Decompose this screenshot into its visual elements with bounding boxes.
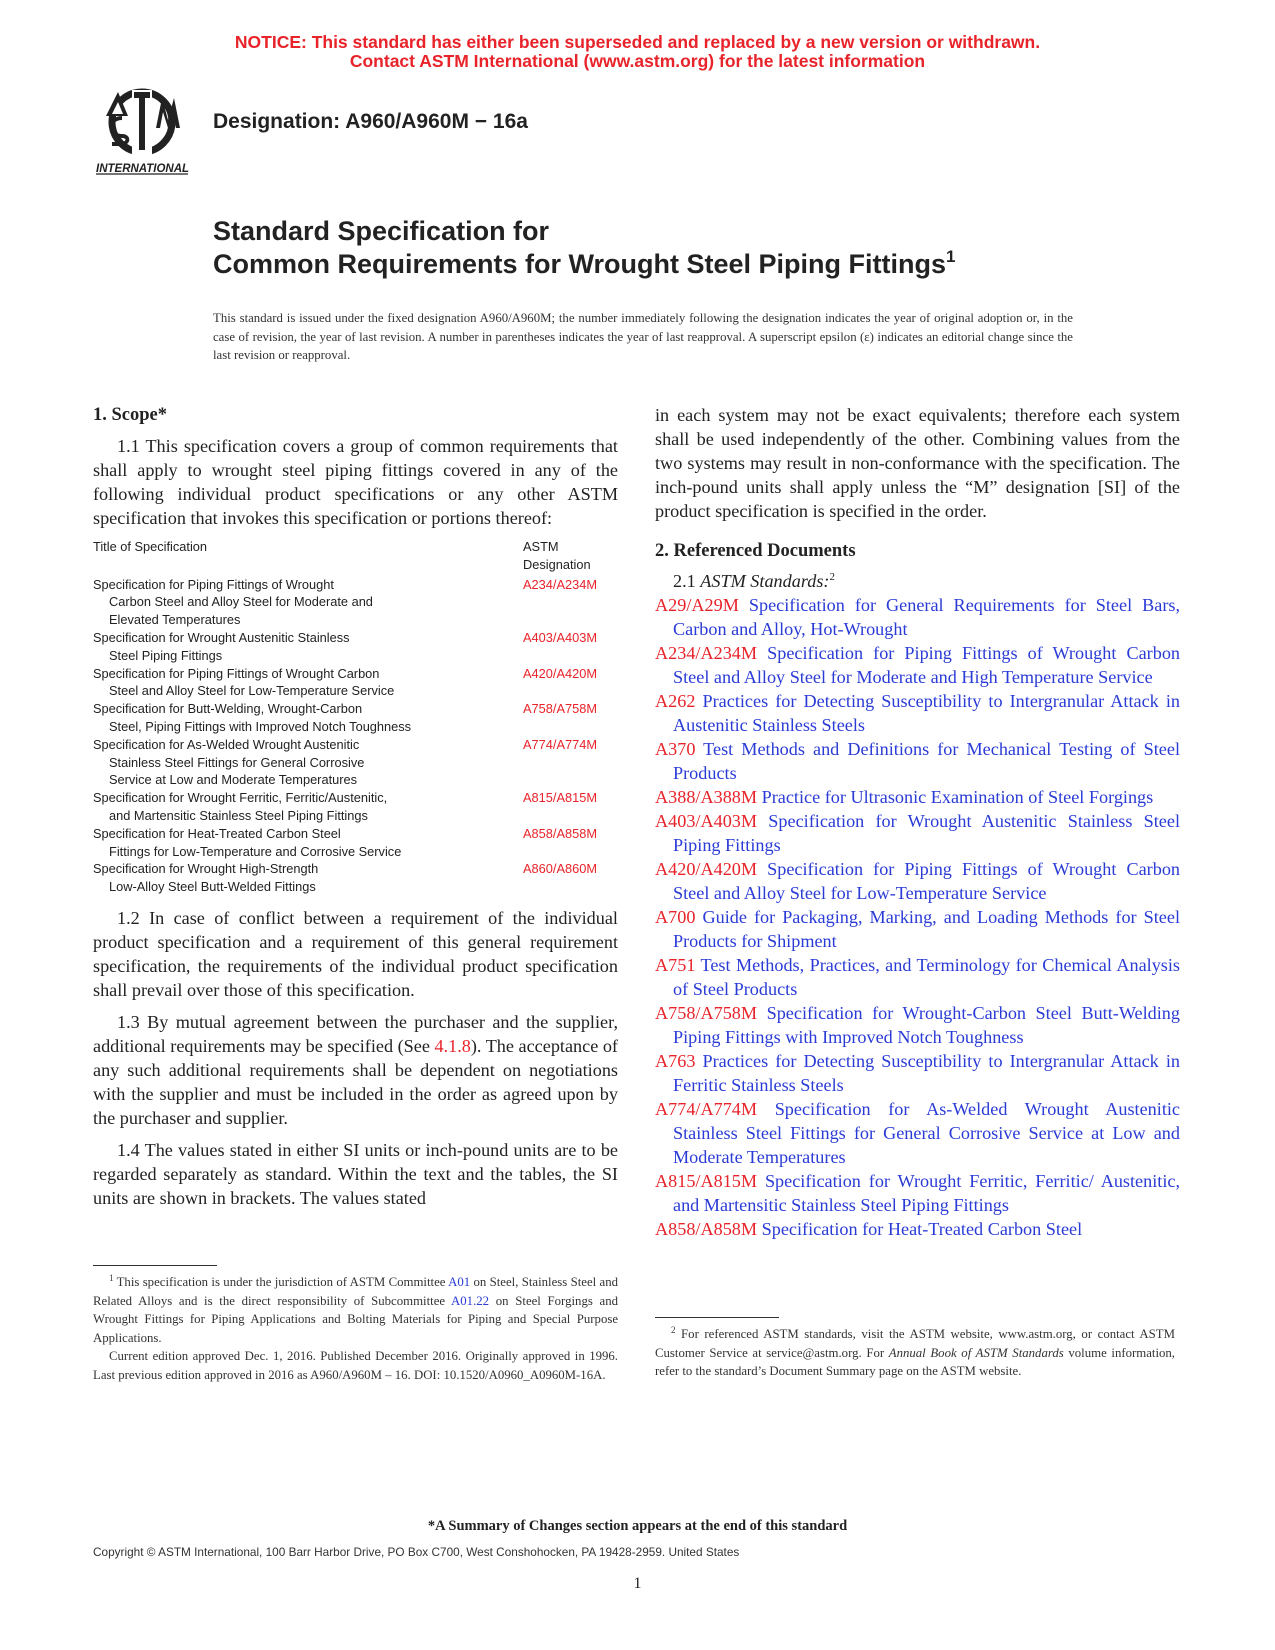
footnote-1: $^1$ This specification is under the jurisdiction of ASTM Committee A01 on Steel, Stainless Steel and Related Alloys and is the direct responsibility of Subcommittee A01.22 on Steel Forgings and Wrought Fittings for Piping Applications and Bolting Materials for Piping and Special Purpose Applications. Current edition approved Dec. 1, 2016. Published December 2016. Originally approved in 1996. Last previous edition approved in 2016 as A960/A960M – 16. DOI: 10.1520/A0960_A0960M-16A. [93, 1273, 618, 1384]
right-column [655, 403, 1180, 1241]
paragraph-1-4: 1.4 The values stated in either SI units or inch-pound units are to be regarded separately as standard. Within the text and the tables, the SI units are shown in brackets. The values stated [93, 1139, 618, 1208]
title-line-1: Standard Specification for [213, 216, 550, 246]
paragraph-1-2: 1.2 In case of conflict between a requirement of the individual product specification and a requirement of this general requirement specification, the requirements of the individual product specification shall prevail over those of this specification. [93, 907, 618, 1000]
reference-title[interactable]: Guide for Packaging, Marking, and Loading Methods for Steel Products for Shipment [673, 907, 1181, 951]
reference-item[interactable] [655, 1217, 1180, 1241]
astm-logo [92, 84, 192, 176]
column-header-title: Title of Specification [93, 539, 208, 554]
document-title [213, 215, 955, 281]
reference-item[interactable] [655, 809, 1180, 857]
footnote-2: $^2$ For referenced ASTM standards, visit the ASTM website, www.astm.org, or contact ASTM Customer Service at service@astm.org. For Annual Book of ASTM Standards volume information, refer to the standard’s Document Summary page on the ASTM website. [655, 1325, 1176, 1378]
table-header [93, 538, 618, 574]
section-link-4-1-8[interactable]: 4.1.8 [434, 1035, 471, 1056]
reference-code[interactable]: A370 [655, 739, 696, 759]
reference-title[interactable]: Test Methods and Definitions for Mechanical Testing of Steel Products [673, 739, 1180, 783]
reference-item[interactable] [655, 785, 1180, 809]
paragraph-1-3: 1.3 By mutual agreement between the purchaser and the supplier, additional requirements may be specified (See 4.1.8). The acceptance of any such additional requirements shall be dependent on negotiations with the supplier and must be included in the order as agreed upon by the purchaser and supplier. [93, 1011, 618, 1128]
section-heading-scope: 1. Scope* [93, 405, 167, 425]
issuance-note: This standard is issued under the fixed designation A960/A960M; the number immediately following the designation indicates the year of original adoption or, in the case of revision, the year of last revision. A number in parentheses indicates the year of last reapproval. A superscript epsilon (ε) indicates an editorial change since the last revision or reapproval. [213, 311, 1073, 362]
designation: Designation: A960/A960M − 16a [213, 110, 528, 133]
table-row [93, 700, 618, 736]
reference-code[interactable]: A815/A815M [655, 1171, 758, 1191]
reference-item[interactable] [655, 641, 1180, 689]
reference-item[interactable] [655, 689, 1180, 737]
superseded-notice [0, 33, 1275, 71]
spec-title-cell: Specification for Heat-Treated Carbon Steel Fittings for Low-Temperature and Corrosive Service [93, 825, 402, 859]
reference-item[interactable] [655, 953, 1180, 1001]
reference-title[interactable]: Specification for Wrought-Carbon Steel Butt-Welding Piping Fittings with Improved Notch Toughness [673, 1003, 1180, 1047]
reference-item[interactable] [655, 1049, 1180, 1097]
table-row [93, 576, 618, 629]
footnote-divider-right [655, 1317, 779, 1318]
spec-designation-link[interactable]: A860/A860M [523, 861, 597, 877]
spec-title-cell: Specification for Wrought Ferritic, Ferritic/Austenitic, and Martensitic Stainless Steel Piping Fittings [93, 790, 388, 823]
reference-title[interactable]: Practices for Detecting Susceptibility to Intergranular Attack in Ferritic Stainless Steels [673, 1051, 1180, 1095]
section-heading-referenced-documents: 2. Referenced Documents [655, 541, 856, 561]
reference-code[interactable]: A758/A758M [655, 1003, 758, 1023]
spec-title-cell: Specification for Wrought High-Strength Low-Alloy Steel Butt-Welded Fittings [93, 861, 319, 895]
reference-code[interactable]: A403/A403M [655, 811, 758, 831]
subsection-astm-standards: 2.1 ASTM Standards:$^2$ [673, 571, 835, 591]
reference-code[interactable]: A700 [655, 907, 696, 927]
spec-designation-link[interactable]: A774/A774M [523, 736, 597, 752]
reference-code[interactable]: A774/A774M [655, 1099, 758, 1119]
spec-designation-link[interactable]: A420/A420M [523, 665, 597, 681]
footnote-divider-left [93, 1265, 217, 1266]
reference-code[interactable]: A763 [655, 1051, 696, 1071]
reference-title[interactable]: Specification for Piping Fittings of Wrought Carbon Steel and Alloy Steel for Moderate and High Temperature Service [673, 643, 1181, 687]
reference-code[interactable]: A751 [655, 955, 696, 975]
reference-title[interactable]: Test Methods, Practices, and Terminology for Chemical Analysis of Steel Products [673, 955, 1180, 999]
committee-link-a01[interactable]: A01 [448, 1275, 471, 1289]
table-row [93, 736, 618, 789]
reference-code[interactable]: A388/A388M [655, 787, 758, 807]
reference-item[interactable] [655, 593, 1180, 641]
notice-line-2: Contact ASTM International (www.astm.org) for the latest information [349, 51, 926, 71]
table-row [93, 629, 618, 665]
reference-item[interactable] [655, 1097, 1180, 1169]
product-spec-table [93, 538, 618, 896]
table-row [93, 860, 618, 896]
spec-title-cell: Specification for As-Welded Wrought Austenitic Stainless Steel Fittings for General Corrosive Service at Low and Moderate Temperatures [93, 736, 365, 788]
spec-designation-link[interactable]: A234/A234M [523, 576, 597, 592]
spec-title-cell: Specification for Piping Fittings of Wrought Carbon Steel and Alloy Steel for Moderate and Elevated Temperatures [93, 576, 373, 628]
reference-title[interactable]: Practice for Ultrasonic Examination of Steel Forgings [761, 787, 1154, 807]
spec-designation-link[interactable]: A403/A403M [523, 629, 597, 645]
paragraph-1-4-continued: in each system may not be exact equivalents; therefore each system shall be used independently of the other. Combining values from the two systems may result in non-conformance with the specification. The inch-pound units shall apply unless the “M” designation [SI] of the product specification is specified in the order. [655, 405, 1180, 521]
reference-code[interactable]: A420/A420M [655, 859, 758, 879]
reference-item[interactable] [655, 1169, 1180, 1217]
copyright-line: Copyright © ASTM International, 100 Barr Harbor Drive, PO Box C700, West Conshohocken, PA 19428-2959. United States [93, 1545, 740, 1559]
logo-caption: INTERNATIONAL [96, 163, 190, 175]
title-footnote-mark: 1 [946, 247, 956, 266]
spec-designation-link[interactable]: A758/A758M [523, 701, 597, 717]
spec-designation-link[interactable]: A815/A815M [523, 790, 597, 806]
spec-title-cell: Specification for Wrought Austenitic Stainless Steel Piping Fittings [93, 629, 350, 663]
reference-code[interactable]: A858/A858M [655, 1219, 758, 1239]
subcommittee-link-a01-22[interactable]: A01.22 [451, 1293, 490, 1308]
spec-title-cell: Specification for Piping Fittings of Wrought Carbon Steel and Alloy Steel for Low-Temperature Service [93, 665, 395, 699]
reference-item[interactable] [655, 857, 1180, 905]
left-column [93, 403, 618, 1218]
reference-title[interactable]: Specification for Piping Fittings of Wrought Carbon Steel and Alloy Steel for Low-Temperature Service [673, 859, 1181, 903]
table-row [93, 665, 618, 701]
reference-code[interactable]: A29/A29M [655, 595, 739, 615]
reference-title[interactable]: Practices for Detecting Susceptibility to Intergranular Attack in Austenitic Stainless Steels [673, 691, 1180, 735]
reference-code[interactable]: A262 [655, 691, 696, 711]
table-body [93, 576, 618, 896]
spec-designation-link[interactable]: A858/A858M [523, 825, 597, 841]
reference-item[interactable] [655, 905, 1180, 953]
paragraph-1-1: 1.1 This specification covers a group of common requirements that shall apply to wrought steel piping fittings covered in any of the following individual product specifications or any other ASTM specification that invokes this specification or portions thereof: [93, 436, 618, 528]
edition-note: Current edition approved Dec. 1, 2016. Published December 2016. Originally approved in 1996. Last previous edition approved in 2016 as A960/A960M – 16. DOI: 10.1520/A0960_A0960M-16A. [93, 1349, 618, 1382]
reference-title[interactable]: Specification for As-Welded Wrought Austenitic Stainless Steel Fittings for General Corrosive Service at Low and Moderate Temperatures [673, 1099, 1181, 1167]
reference-item[interactable] [655, 737, 1180, 785]
spec-title-cell: Specification for Butt-Welding, Wrought-Carbon Steel, Piping Fittings with Improved Notch Toughness [93, 701, 412, 734]
title-line-2: Common Requirements for Wrought Steel Piping Fittings$^1$ [213, 247, 956, 279]
reference-title[interactable]: Specification for Wrought Austenitic Stainless Steel Piping Fittings [673, 811, 1180, 855]
summary-of-changes-note: *A Summary of Changes section appears at the end of this standard [427, 1518, 848, 1534]
table-row [93, 825, 618, 861]
referenced-standards-list [655, 593, 1180, 1241]
reference-title[interactable]: Specification for Wrought Ferritic, Ferritic/ Austenitic, and Martensitic Stainless Steel Piping Fittings [673, 1171, 1180, 1215]
reference-code[interactable]: A234/A234M [655, 643, 758, 663]
notice-line-1: NOTICE: This standard has either been superseded and replaced by a new version or withdrawn. [234, 32, 1041, 52]
reference-title[interactable]: Specification for General Requirements for Steel Bars, Carbon and Alloy, Hot-Wrought [673, 595, 1180, 639]
reference-item[interactable] [655, 1001, 1180, 1049]
page-number: 1 [633, 1575, 642, 1592]
column-header-designation: ASTM Designation [523, 539, 591, 572]
table-row [93, 789, 618, 825]
reference-title[interactable]: Specification for Heat-Treated Carbon Steel [761, 1219, 1083, 1239]
